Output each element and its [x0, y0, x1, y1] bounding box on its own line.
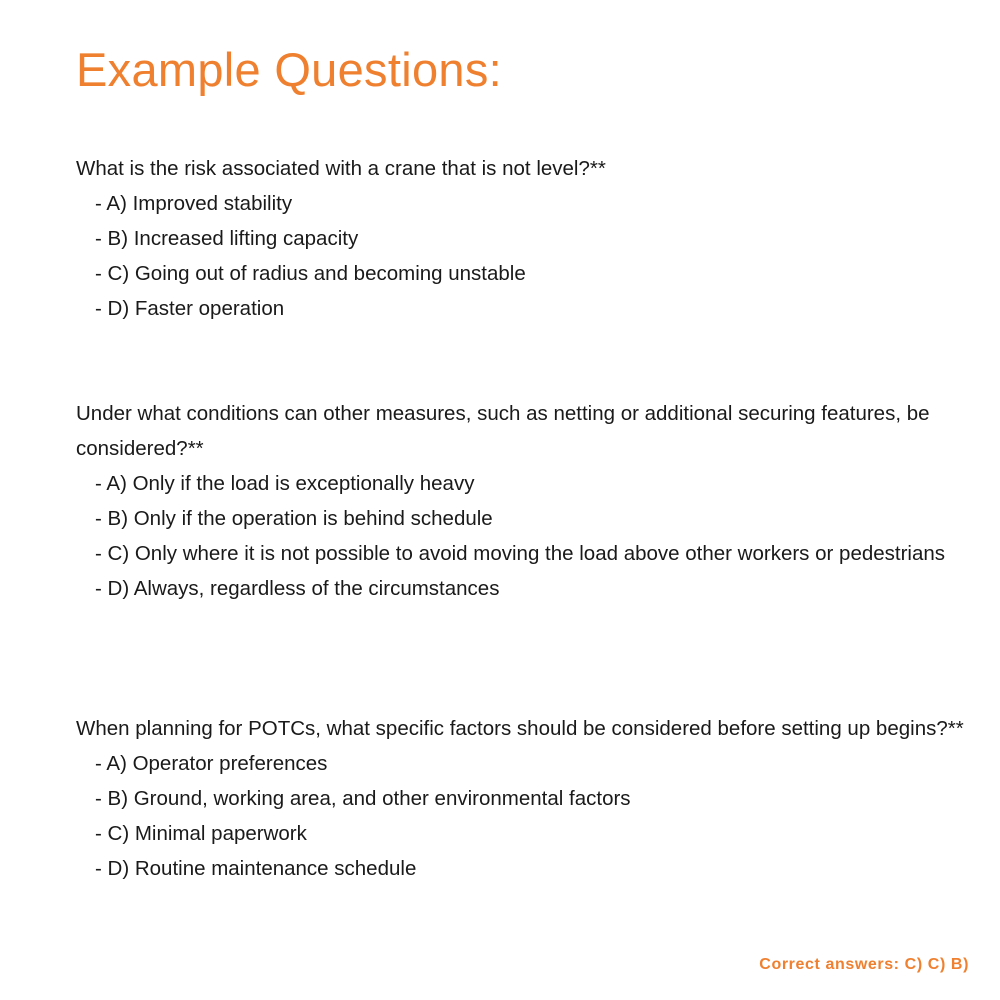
correct-answers: Correct answers: C) C) B) — [759, 956, 969, 973]
option-label: - B) Only if the operation is behind schedule — [95, 507, 493, 530]
option-label: - C) Going out of radius and becoming unstable — [95, 262, 526, 285]
option-label: - C) Minimal paperwork — [95, 822, 307, 845]
option-c — [76, 816, 966, 851]
option-label: - A) Operator preferences — [95, 752, 328, 775]
option-label: - D) Routine maintenance schedule — [95, 857, 417, 880]
option-c — [76, 256, 966, 291]
answer-options — [76, 186, 966, 326]
option-d — [76, 291, 966, 326]
option-label: - B) Ground, working area, and other environmental factors — [95, 787, 631, 810]
option-label: - A) Improved stability — [95, 192, 293, 215]
option-label: - A) Only if the load is exceptionally heavy — [95, 472, 475, 495]
question-3 — [76, 711, 966, 886]
question-2 — [76, 396, 966, 606]
question-text: Under what conditions can other measures, such as netting or additional securing features, be considered?** — [76, 402, 930, 460]
option-label: - D) Always, regardless of the circumstances — [95, 577, 500, 600]
answer-options — [76, 466, 966, 606]
option-c — [76, 536, 966, 571]
answer-options — [76, 746, 966, 886]
question-text: What is the risk associated with a crane that is not level?** — [76, 157, 606, 180]
option-a — [76, 746, 966, 781]
option-label: - C) Only where it is not possible to avoid moving the load above other workers or pedestrians — [95, 542, 946, 565]
option-b — [76, 501, 966, 536]
option-d — [76, 851, 966, 886]
question-text: When planning for POTCs, what specific factors should be considered before setting up begins?** — [76, 717, 964, 740]
option-d — [76, 571, 966, 606]
page-title: Example Questions: — [76, 43, 502, 96]
option-b — [76, 221, 966, 256]
option-a — [76, 466, 966, 501]
option-a — [76, 186, 966, 221]
option-label: - D) Faster operation — [95, 297, 285, 320]
option-b — [76, 781, 966, 816]
question-1 — [76, 151, 966, 326]
option-label: - B) Increased lifting capacity — [95, 227, 359, 250]
